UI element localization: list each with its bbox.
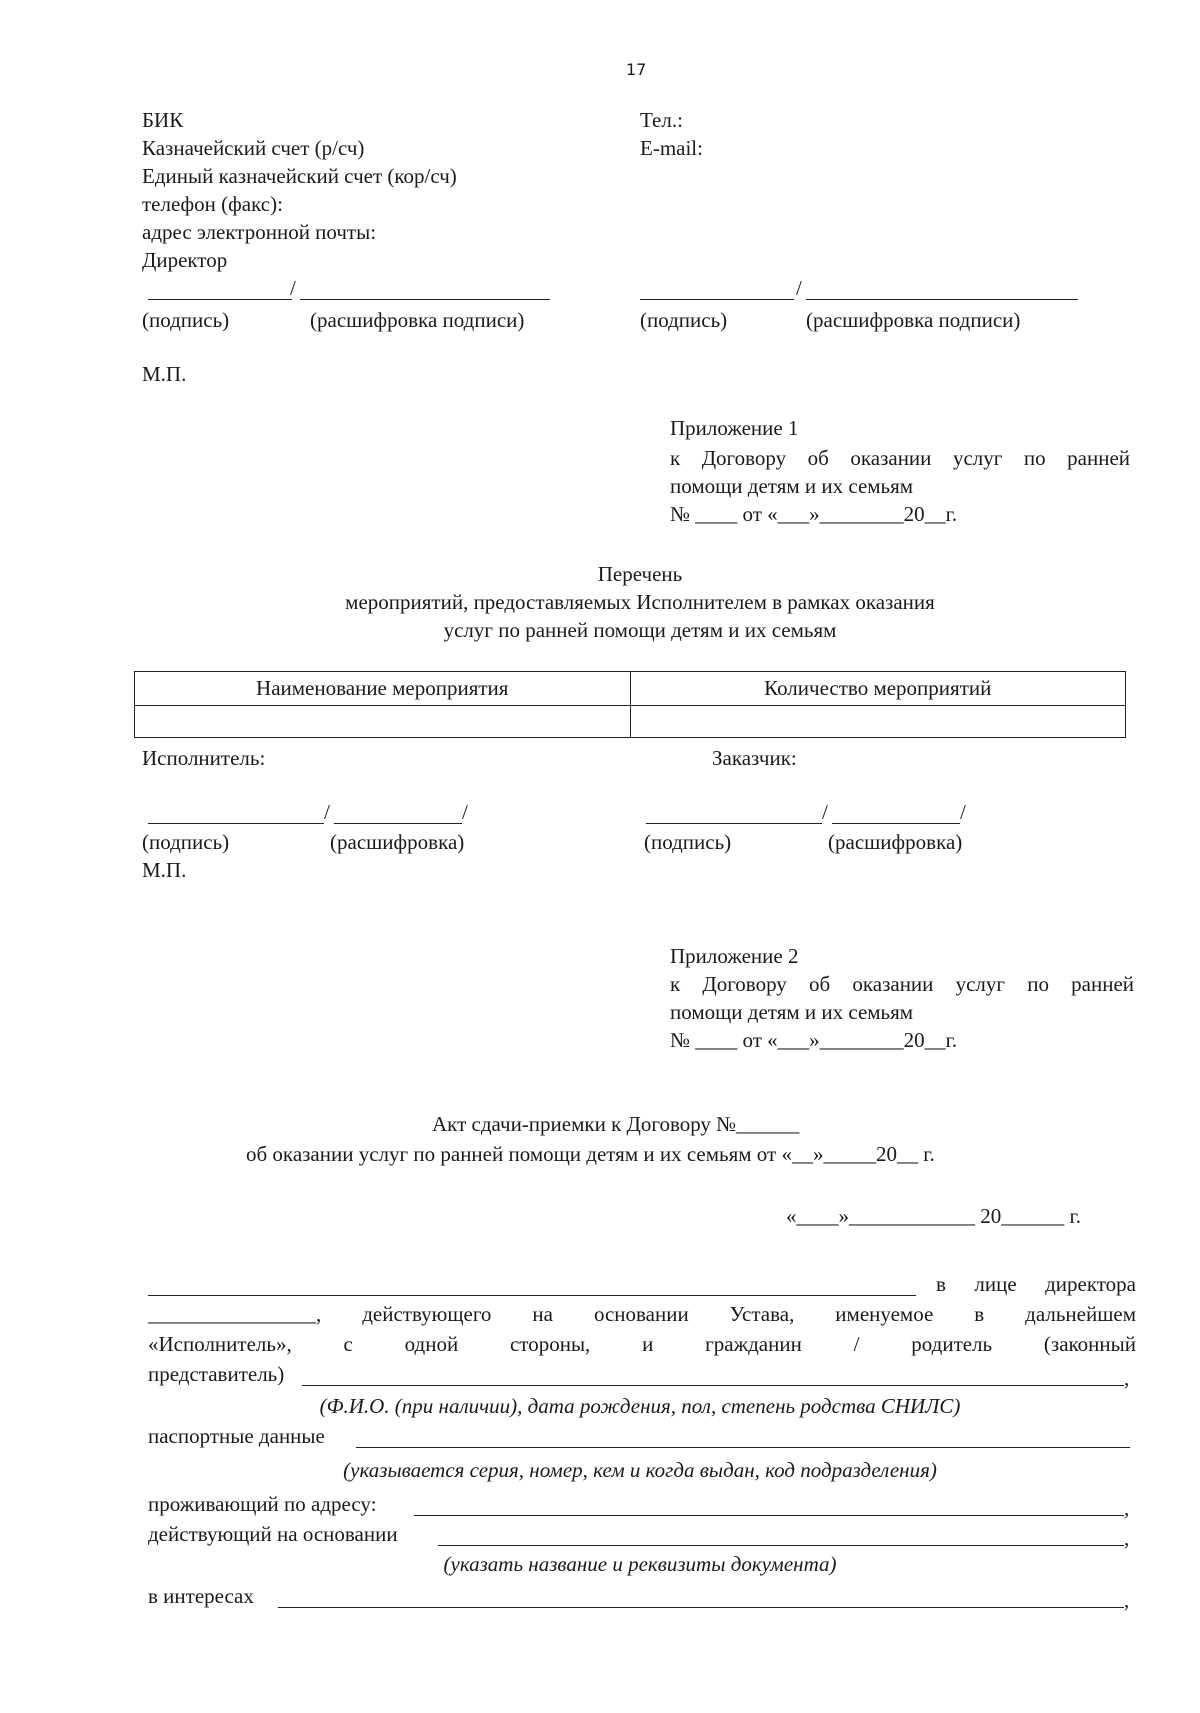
interests-label: в интересах [148, 1584, 254, 1608]
requisite-email: адрес электронной почты: [142, 220, 377, 244]
signature-decode-label: (расшифровка) [828, 830, 963, 854]
representative-line [302, 1385, 1124, 1386]
address-line [414, 1515, 1124, 1516]
signature-label: (подпись) [644, 830, 732, 854]
requisite-bik: БИК [142, 108, 184, 132]
requisite-tel: Тел.: [640, 108, 683, 132]
comma: , [1124, 1588, 1130, 1612]
page-number: 17 [626, 60, 647, 79]
signature-label: (подпись) [142, 308, 230, 332]
requisite-email-right: E-mail: [640, 136, 703, 160]
comma: , [1124, 1496, 1130, 1520]
customer-label: Заказчик: [712, 746, 797, 770]
signature-decode-line [832, 823, 960, 824]
list-subtitle: мероприятий, предоставляемых Исполнителем в рамках оказания [345, 590, 935, 614]
basis-label: действующий на основании [148, 1522, 398, 1546]
signature-line [646, 823, 822, 824]
table-header-event-name: Наименование мероприятия [135, 672, 631, 706]
signature-decode-line [334, 823, 462, 824]
table-header-event-count: Количество мероприятий [630, 672, 1126, 706]
hint-fio: (Ф.И.О. (при наличии), дата рождения, пол, степень родства СНИЛС) [319, 1394, 961, 1418]
appendix-contract-number: № ____ от «___»________20__г. [670, 1028, 958, 1052]
list-title: Перечень [597, 562, 683, 586]
hint-document: (указать название и реквизиты документа) [443, 1552, 837, 1576]
act-date-line: «____»____________ 20______ г. [786, 1204, 1081, 1228]
slash: / [796, 276, 802, 300]
body-paragraph-line: «Исполнитель», с одной стороны, и гражданин / родитель (законный [148, 1332, 1136, 1356]
body-paragraph-line: ________________, действующего на основании Устава, именуемое в дальнейшем [148, 1302, 1136, 1326]
signature-decode-label: (расшифровка подписи) [806, 308, 1021, 332]
body-in-person-of-director: в лице директора [936, 1272, 1136, 1296]
requisite-phone-fax: телефон (факс): [142, 192, 283, 216]
interests-line [278, 1607, 1124, 1608]
comma: , [1124, 1366, 1130, 1390]
appendix-title: Приложение 1 [670, 416, 799, 440]
table-cell [630, 706, 1126, 738]
passport-line [356, 1447, 1130, 1448]
signature-line [148, 823, 324, 824]
appendix-title: Приложение 2 [670, 944, 799, 968]
comma: , [1124, 1526, 1130, 1550]
slash: / [290, 276, 296, 300]
act-subtitle: об оказании услуг по ранней помощи детям и их семьям от «__»_____20__ г. [246, 1142, 935, 1166]
basis-line [438, 1545, 1124, 1546]
slash: / [960, 800, 966, 824]
signature-decode-line [300, 299, 550, 300]
table-header-row [135, 672, 1126, 706]
list-subtitle-2: услуг по ранней помощи детям и их семьям [443, 618, 837, 642]
appendix-contract-ref: к Договору об оказании услуг по ранней [670, 972, 1134, 996]
slash: / [462, 800, 468, 824]
table-cell [135, 706, 631, 738]
table-row [135, 706, 1126, 738]
events-table [134, 671, 1126, 738]
executor-label: Исполнитель: [142, 746, 266, 770]
stamp-place: М.П. [142, 858, 187, 882]
appendix-contract-ref: к Договору об оказании услуг по ранней [670, 446, 1130, 470]
address-label: проживающий по адресу: [148, 1492, 377, 1516]
representative-label: представитель) [148, 1362, 285, 1386]
signature-decode-label: (расшифровка) [330, 830, 465, 854]
signature-decode-line [806, 299, 1078, 300]
requisite-treasury-account: Казначейский счет (р/сч) [142, 136, 365, 160]
appendix-contract-ref-2: помощи детям и их семьям [670, 474, 914, 498]
requisite-single-treasury-account: Единый казначейский счет (кор/сч) [142, 164, 457, 188]
act-title: Акт сдачи-приемки к Договору №______ [432, 1112, 800, 1136]
signature-line [640, 299, 794, 300]
signature-line [148, 299, 292, 300]
hint-passport: (указывается серия, номер, кем и когда выдан, код подразделения) [343, 1458, 937, 1482]
appendix-contract-number: № ____ от «___»________20__г. [670, 502, 958, 526]
slash: / [324, 800, 330, 824]
organization-name-line [148, 1295, 916, 1296]
passport-label: паспортные данные [148, 1424, 325, 1448]
stamp-place: М.П. [142, 362, 187, 386]
signature-label: (подпись) [142, 830, 230, 854]
requisite-director: Директор [142, 248, 228, 272]
appendix-contract-ref-2: помощи детям и их семьям [670, 1000, 914, 1024]
signature-label: (подпись) [640, 308, 728, 332]
slash: / [822, 800, 828, 824]
signature-decode-label: (расшифровка подписи) [310, 308, 525, 332]
